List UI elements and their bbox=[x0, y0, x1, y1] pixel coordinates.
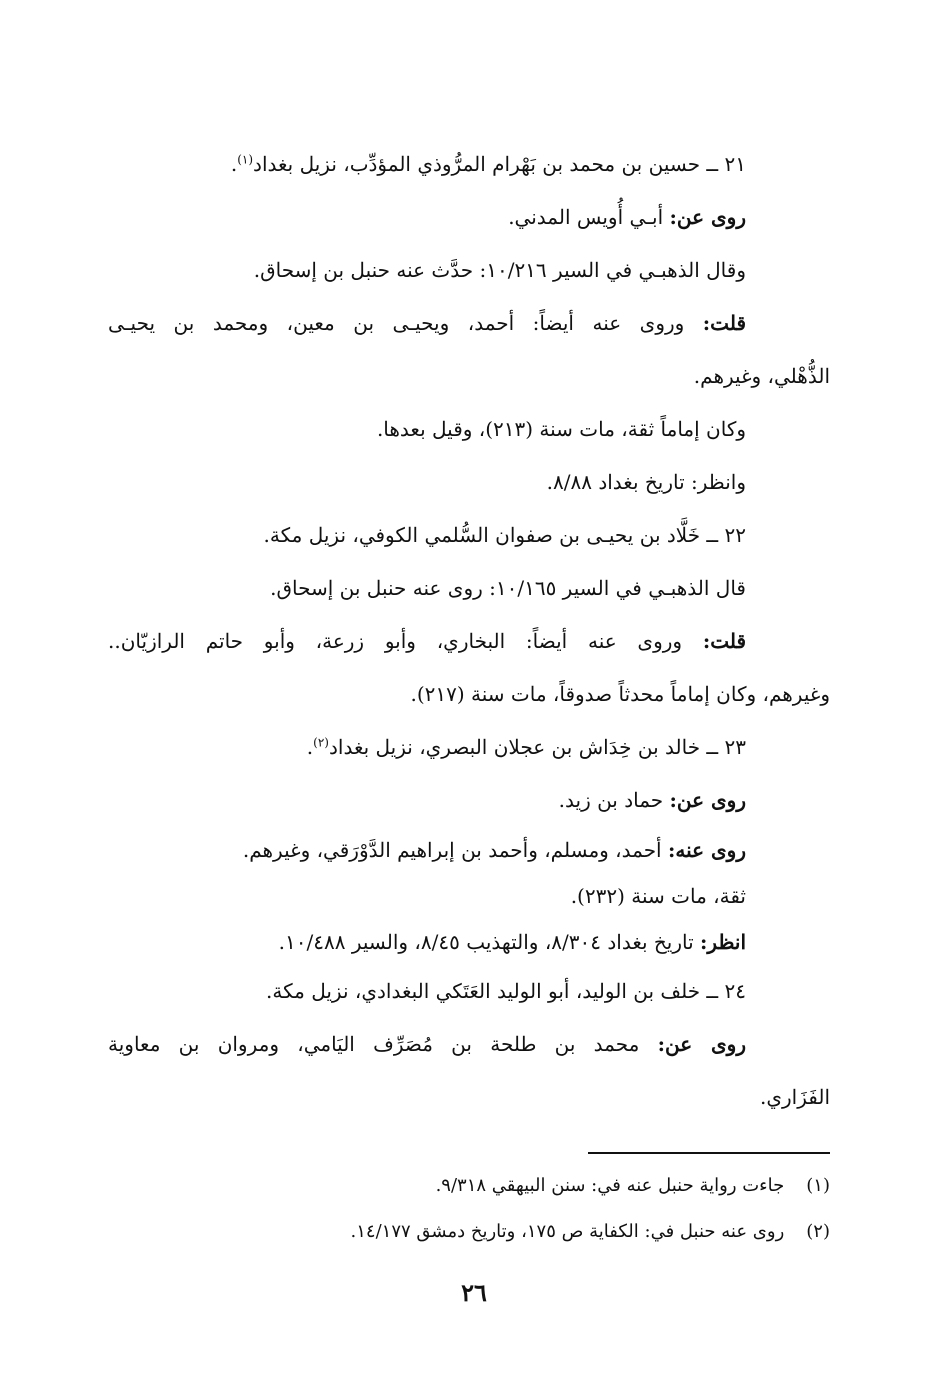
qult-text: وروى عنه أيضاً: البخاري، وأبو زرعة، وأبو حاتم الرازيّان.. bbox=[108, 629, 683, 653]
narrated-from-text: حماد بن زيد. bbox=[558, 788, 664, 812]
entry-21-heading-text: ٢١ ــ حسين بن محمد بن بَهْرام المرُّوذي المؤدِّب، نزيل بغداد bbox=[253, 152, 746, 176]
entry-21-qult-line-1 bbox=[108, 297, 830, 350]
refs-label: انظر: bbox=[700, 930, 746, 954]
footnote-separator bbox=[588, 1152, 830, 1154]
footnote-text: روى عنه حنبل في: الكفاية ص ١٧٥، وتاريخ دمشق ١٤/١٧٧. bbox=[350, 1221, 785, 1242]
entry-24-narrated-from-line-1 bbox=[108, 1018, 830, 1071]
refs-text: تاريخ بغداد ٨/٣٠٤، والتهذيب ٨/٤٥، والسير ١٠/٤٨٨. bbox=[278, 930, 694, 954]
footnote-number: (٢) bbox=[806, 1221, 830, 1242]
entry-22-heading: ٢٢ ــ خَلَّاد بن يحيـى بن صفوان السُّلمي الكوفي، نزيل مكة. bbox=[263, 523, 746, 547]
entry-21-narrated-from bbox=[108, 191, 830, 244]
entry-23-status: ثقة، مات سنة (٢٣٢). bbox=[570, 884, 746, 908]
entry-21-status: وكان إماماً ثقة، مات سنة (٢١٣)، وقيل بعدها. bbox=[376, 417, 746, 441]
footnotes bbox=[108, 1163, 830, 1255]
footnote-ref-2[interactable]: (٢) bbox=[313, 735, 329, 750]
entry-24-heading: ٢٤ ــ خلف بن الوليد، أبو الوليد العَتَكي البغدادي، نزيل مكة. bbox=[266, 979, 746, 1003]
entry-21-refs: وانظر: تاريخ بغداد ٨/٨٨. bbox=[546, 470, 746, 494]
entry-22-dhahabi: قال الذهبـي في السير ١٠/١٦٥: روى عنه حنبل بن إسحاق. bbox=[270, 576, 746, 600]
qult-label: قلت: bbox=[702, 311, 746, 335]
qult-text: وروى عنه أيضاً: أحمد، ويحيـى بن معين، ومحمد بن يحيـى bbox=[108, 311, 685, 335]
entry-24-narrated-from-line-2: الفَزَاري. bbox=[759, 1085, 830, 1109]
entry-21-heading-end: . bbox=[230, 152, 238, 176]
narrated-by-label: روى عنه: bbox=[667, 838, 746, 862]
entry-23-refs bbox=[108, 919, 830, 965]
entry-21-heading bbox=[108, 138, 830, 191]
entry-23-heading-end: . bbox=[306, 735, 314, 759]
entry-23-heading bbox=[108, 721, 830, 774]
entry-21-dhahabi: وقال الذهبـي في السير ١٠/٢١٦: حدَّث عنه حنبل بن إسحاق. bbox=[253, 258, 746, 282]
entry-22-qult-line-2: وغيرهم، وكان إماماً محدثاً صدوقاً، مات سنة (٢١٧). bbox=[410, 682, 830, 706]
entry-23-heading-text: ٢٣ ــ خالد بن خِدَاش بن عجلان البصري، نزيل بغداد bbox=[328, 735, 746, 759]
entry-21-qult-line-2: الذُّهْلي، وغيرهم. bbox=[693, 364, 830, 388]
narrated-from-text: محمد بن طلحة بن مُصَرِّف اليَامي، ومروان بن معاوية bbox=[108, 1032, 640, 1056]
entry-23-narrated-from bbox=[108, 774, 830, 827]
page-number: ٢٦ bbox=[461, 1278, 487, 1307]
narrated-by-text: أحمد، ومسلم، وأحمد بن إبراهيم الدَّوْرَقي، وغيرهم. bbox=[242, 838, 662, 862]
footnote-text: جاءت رواية حنبل عنه في: سنن البيهقي ٩/٣١٨. bbox=[435, 1175, 785, 1196]
narrated-from-label: روى عن: bbox=[669, 205, 746, 229]
footnote-ref-1[interactable]: (١) bbox=[237, 152, 254, 167]
qult-label: قلت: bbox=[702, 629, 747, 653]
footnote-item bbox=[108, 1209, 830, 1255]
footnote-item bbox=[108, 1163, 830, 1209]
entry-23-narrated-by bbox=[108, 827, 830, 873]
narrated-from-label: روى عن: bbox=[657, 1032, 746, 1056]
entry-22-qult-line-1 bbox=[108, 615, 830, 668]
main-text bbox=[108, 138, 830, 1124]
footnote-number: (١) bbox=[806, 1175, 830, 1196]
narrated-from-label: روى عن: bbox=[669, 788, 746, 812]
narrated-from-text: أبـي أُويس المدني. bbox=[508, 205, 664, 229]
